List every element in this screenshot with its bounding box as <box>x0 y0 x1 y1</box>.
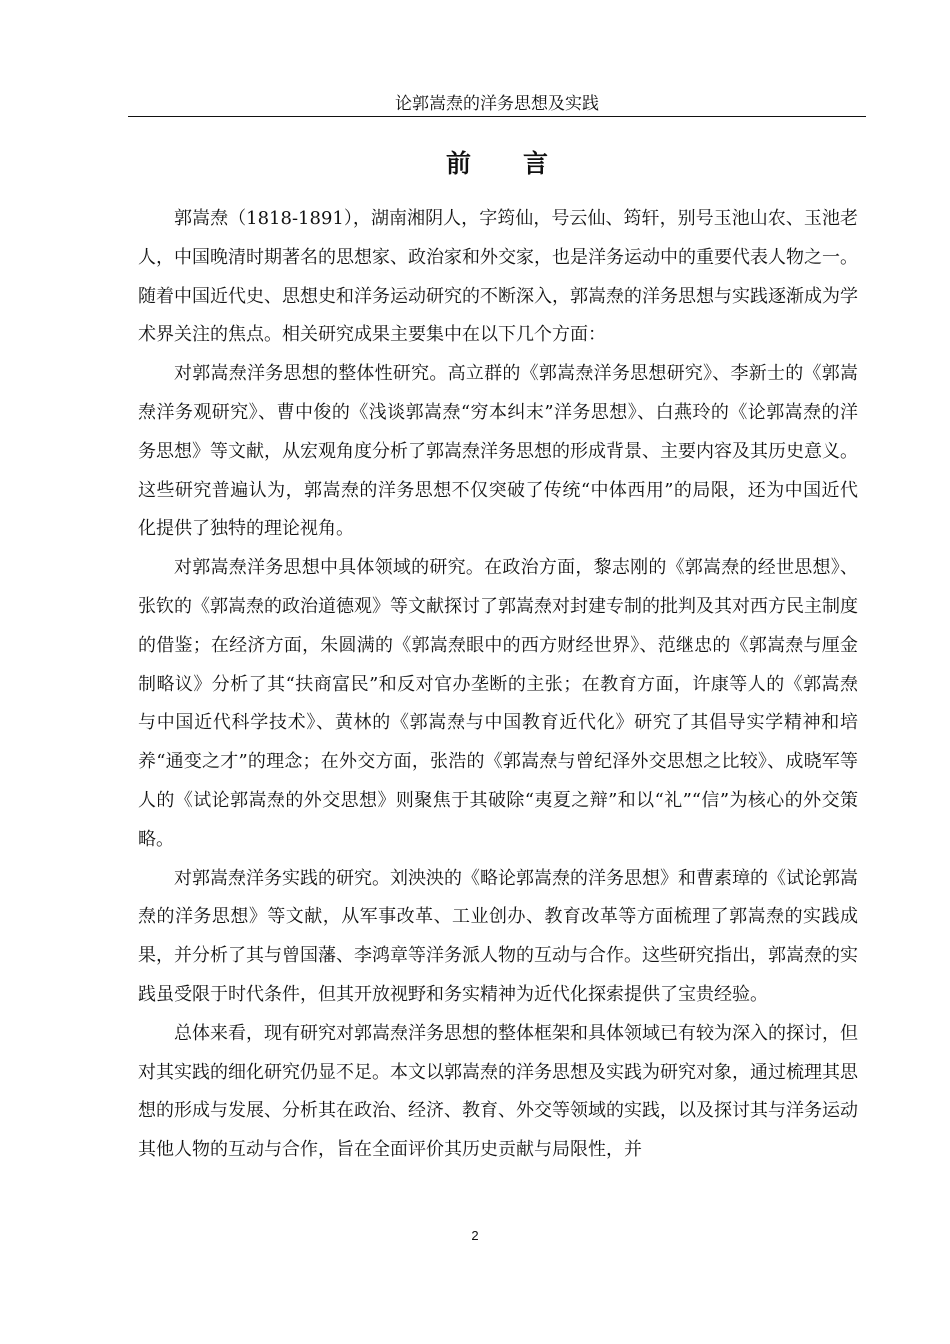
paragraph-specific-fields: 对郭嵩焘洋务思想中具体领域的研究。在政治方面，黎志刚的《郭嵩焘的经世思想》、张钦的《郭嵩焘的政治道德观》等文献探讨了郭嵩焘对封建专制的批判及其对西方民主制度的借鉴；在经济方面，朱圆满的《郭嵩焘眼中的西方财经世界》、范继忠的《郭嵩焘与厘金制略议》分析了其“扶商富民”和反对官办垄断的主张；在教育方面，许康等人的《郭嵩焘与中国近代科学技术》、黄林的《郭嵩焘与中国教育近代化》研究了其倡导实学精神和培养“通变之才”的理念；在外交方面，张浩的《郭嵩焘与曾纪泽外交思想之比较》、成晓军等人的《试论郭嵩焘的外交思想》则聚焦于其破除“夷夏之辩”和以“礼”“信”为核心的外交策略。 <box>138 557 858 850</box>
section-title: 前言 <box>445 149 600 178</box>
paragraph-intro: 郭嵩焘（1818-1891），湖南湘阴人，字筠仙，号云仙、筠轩，别号玉池山农、玉池老人，中国晚清时期著名的思想家、政治家和外交家，也是洋务运动中的重要代表人物之一。随着中国近代史、思想史和洋务运动研究的不断深入，郭嵩焘的洋务思想与实践逐渐成为学术界关注的焦点。相关研究成果主要集中在以下几个方面： <box>138 208 858 346</box>
body-text <box>138 200 858 1170</box>
paragraph-overall-research: 对郭嵩焘洋务思想的整体性研究。高立群的《郭嵩焘洋务思想研究》、李新士的《郭嵩焘洋务观研究》、曹中俊的《浅谈郭嵩焘“穷本纠末”洋务思想》、白燕玲的《论郭嵩焘的洋务思想》等文献，从宏观角度分析了郭嵩焘洋务思想的形成背景、主要内容及其历史意义。这些研究普遍认为，郭嵩焘的洋务思想不仅突破了传统“中体西用”的局限，还为中国近代化提供了独特的理论视角。 <box>138 363 858 540</box>
paragraph-summary: 总体来看，现有研究对郭嵩焘洋务思想的整体框架和具体领域已有较为深入的探讨，但对其实践的细化研究仍显不足。本文以郭嵩焘的洋务思想及实践为研究对象，通过梳理其思想的形成与发展、分析其在政治、经济、教育、外交等领域的实践，以及探讨其与洋务运动其他人物的互动与合作，旨在全面评价其历史贡献与局限性，并 <box>138 1022 858 1161</box>
running-header: 论郭嵩焘的洋务思想及实践 <box>128 92 866 117</box>
paragraph-practice-research: 对郭嵩焘洋务实践的研究。刘泱泱的《略论郭嵩焘的洋务思想》和曹素璋的《试论郭嵩焘的洋务思想》等文献，从军事改革、工业创办、教育改革等方面梳理了郭嵩焘的实践成果，并分析了其与曾国藩、李鸿章等洋务派人物的互动与合作。这些研究指出，郭嵩焘的实践虽受限于时代条件，但其开放视野和务实精神为近代化探索提供了宝贵经验。 <box>138 867 858 1005</box>
page-number: 2 <box>471 1228 479 1243</box>
